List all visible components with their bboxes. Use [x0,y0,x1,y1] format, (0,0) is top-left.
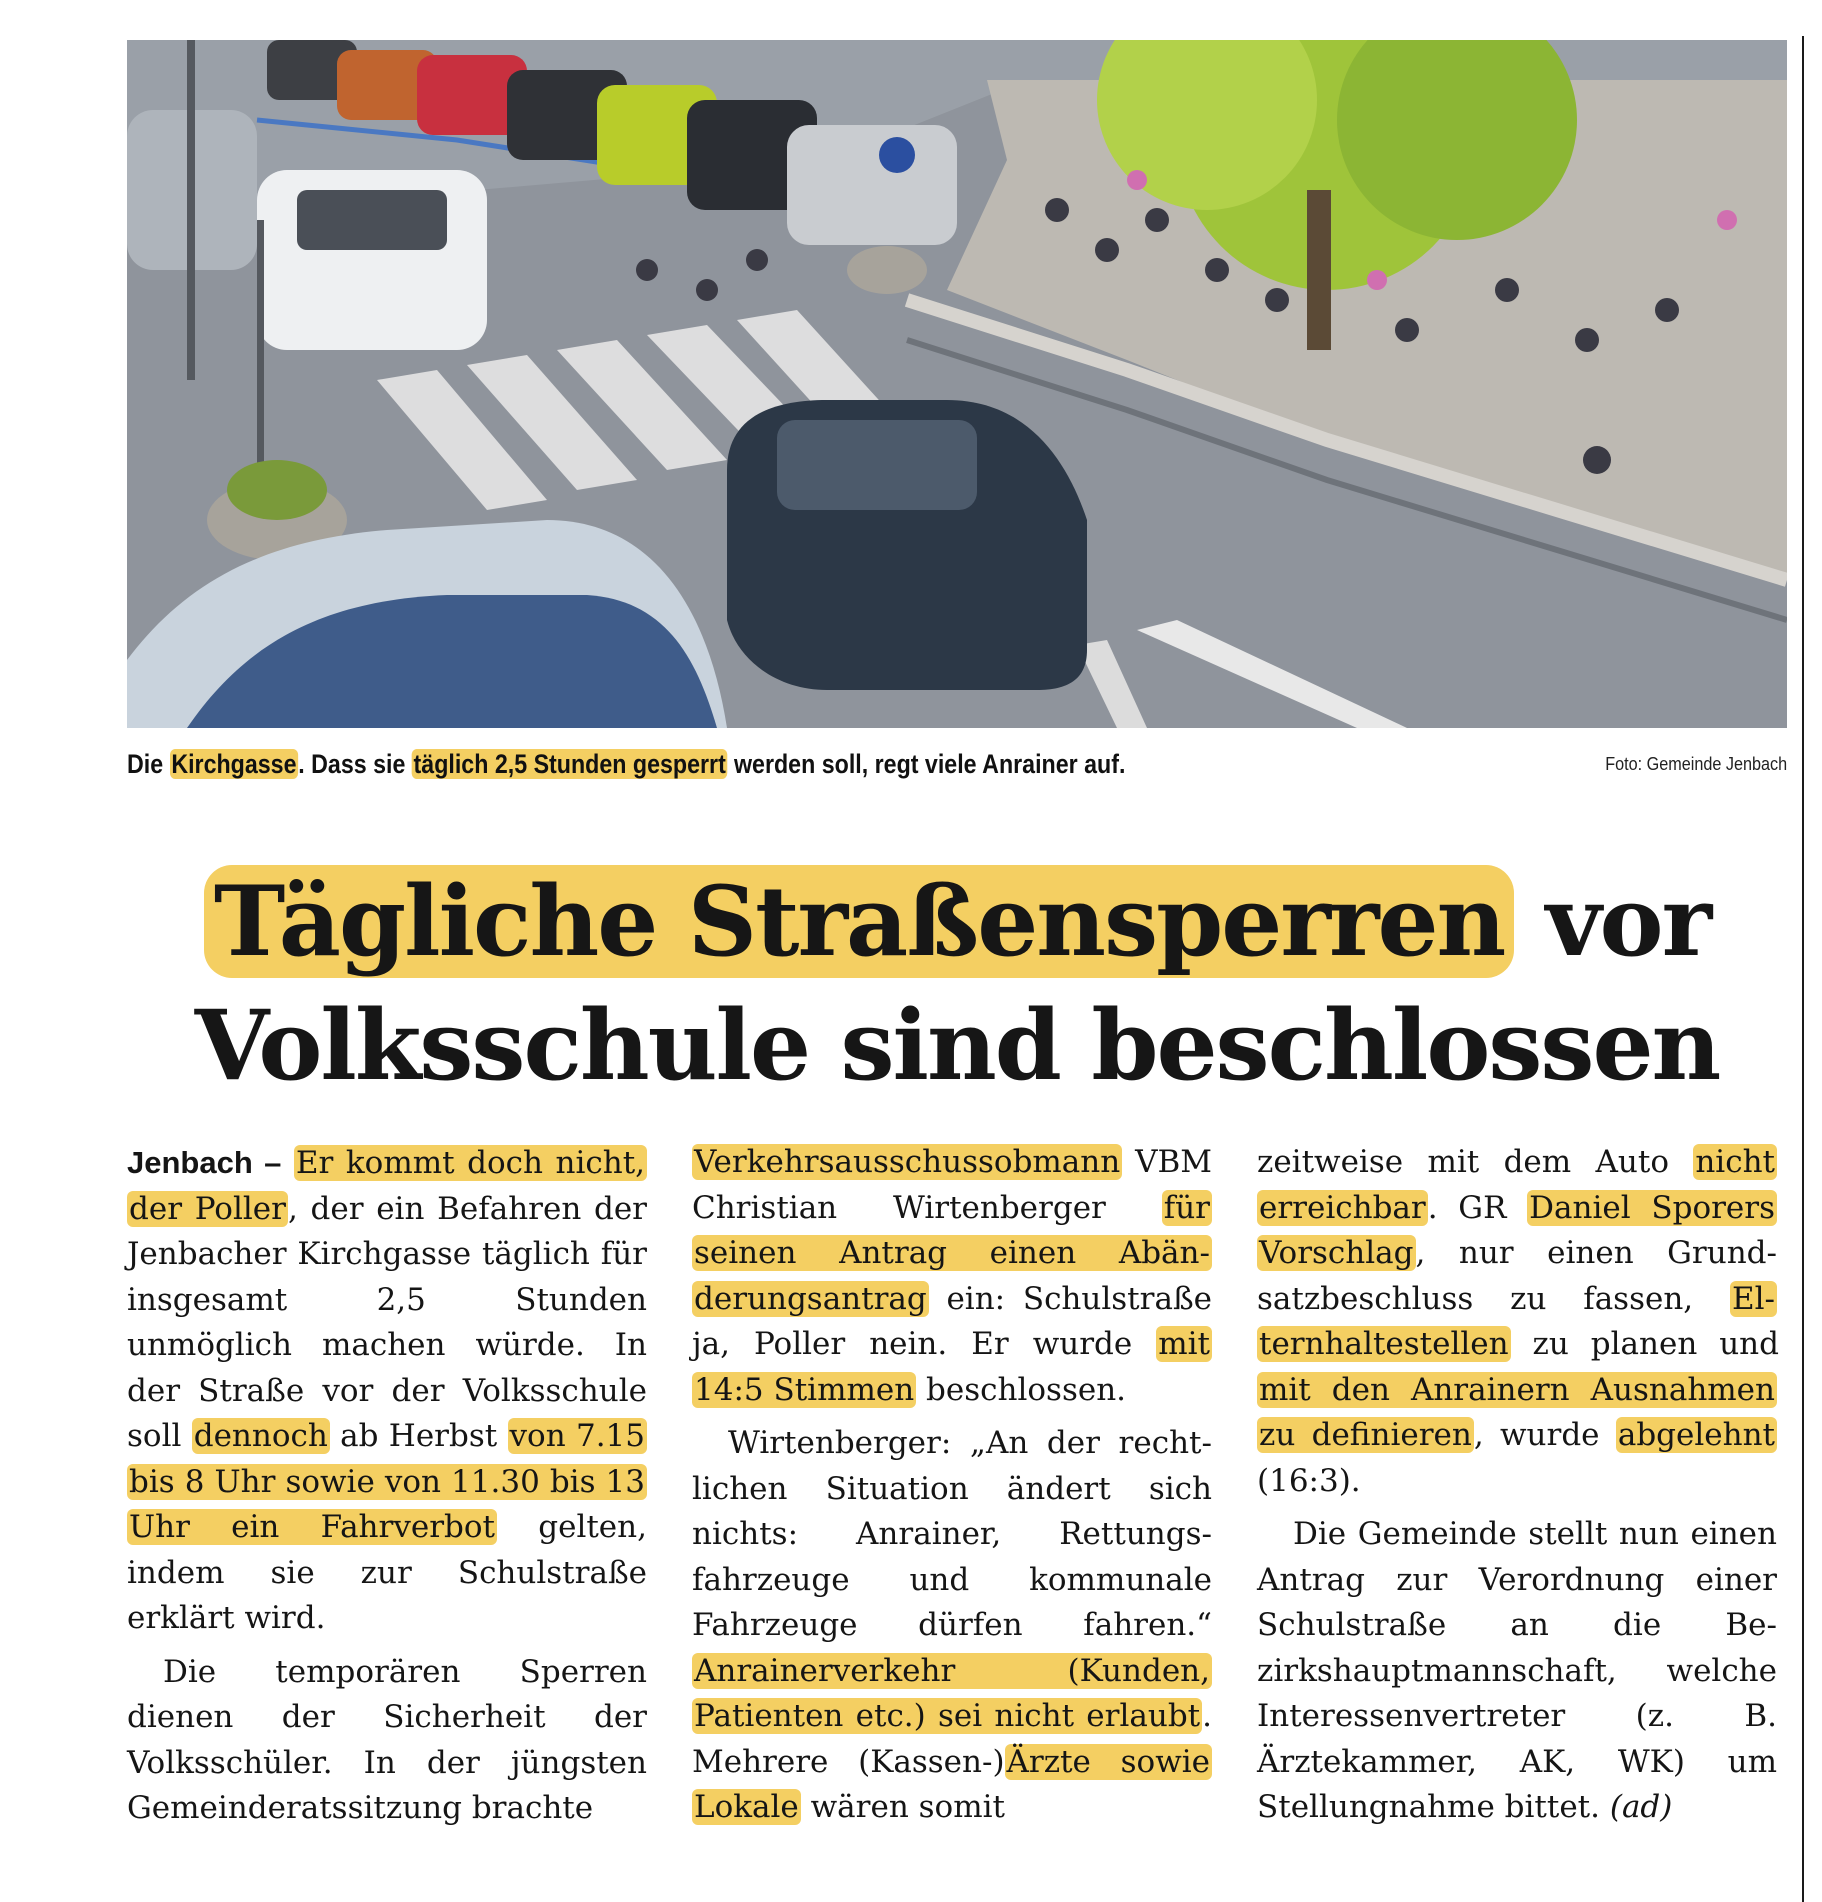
article-column-2 [692,1140,1212,1831]
paragraph: zeitweise mit dem Auto nicht erreichbar. GR Daniel Sporers Vorschlag, nur einen Grundsatzbeschluss zu fassen, Elternhaltestellen zu planen und mit den Anrainern Ausnahmen zu definieren, wurde abgelehnt (16:3). [1257,1144,1779,1499]
paragraph: Jenbach – Er kommt doch nicht, der Poller, der ein Befahren der Jenbacher Kirchgasse täglich für insgesamt 2,5 Stunden unmöglich machen würde. In der Straße vor der Volksschule soll dennoch ab Herbst von 7.15 bis 8 Uhr sowie von 11.30 bis 13 Uhr ein Fahrverbot gelten, indem sie zur Schulstraße erklärt wird. [127,1145,647,1636]
photo-caption-row [127,744,1787,784]
text-highlight: für seinen Antrag einen Abänderungsantrag [694,1189,1210,1317]
article-headline [127,860,1787,1108]
headline-line-2: Volksschule sind beschlossen [194,989,1720,1102]
text-highlight: abgelehnt [1617,1417,1776,1453]
text-highlight: Verkehrsausschussobmann [694,1144,1121,1180]
text-highlight: Er kommt doch nicht, der Poller [129,1145,646,1227]
dateline: Jenbach – [127,1145,282,1180]
text-highlight: nicht erreichbar [1259,1144,1775,1226]
caption-highlight: Kirchgasse [171,749,297,779]
headline-line-1: Tägliche Straßensperren vor [127,860,1787,984]
photo-caption: Die Kirchgasse. Dass sie täglich 2,5 Stunden gesperrt werden soll, regt viele Anrainer auf. [127,749,1126,779]
street-photo-icon [127,40,1787,728]
text-highlight: mit 14:5 Stimmen [694,1326,1210,1408]
text-highlight: mit den Anrainern Ausnahmen zu definieren [1259,1371,1775,1453]
photo-credit: Foto: Gemeinde Jenbach [1605,754,1787,774]
author-initials: (ad) [1609,1789,1673,1825]
column-rule [1802,36,1804,1902]
paragraph: Verkehrsausschussobmann VBM Christian Wirtenberger für seinen Antrag einen Abänderungsantrag ein: Schulstraße ja, Poller nein. Er wurde mit 14:5 Stimmen beschlossen. [692,1144,1212,1408]
article-column-1 [127,1140,647,1832]
paragraph: Die Gemeinde stellt nun einen Antrag zur Verordnung einer Schulstraße an die Bezirkshauptmannschaft, welche Interessenvertreter (z. B. Ärztekammer, AK, WK) um Stellungnahme bittet. (ad) [1257,1516,1777,1825]
paragraph: Die temporären Sperren dienen der Sicherheit der Volksschüler. In der jüngsten Gemeinderatssitzung brachte [127,1653,647,1826]
text-highlight: Ärzte sowie Lokale [694,1743,1210,1825]
headline-highlight: Tägliche Straßensperren [204,865,1515,978]
text-highlight: Elternhaltestellen [1259,1280,1775,1362]
paragraph: Wirtenberger: „An der rechtlichen Situation ändert sich nichts: Anrainer, Rettungsfahrzeuge und kommunale Fahrzeuge dürfen fahren.“ Anrainerverkehr (Kunden, Patienten etc.) sei nicht erlaubt. Mehrere (Kassen-)Ärzte sowie Lokale wären somit [692,1425,1212,1825]
article-column-3 [1257,1140,1777,1831]
text-highlight: Daniel Sporers Vorschlag [1259,1189,1776,1271]
text-highlight: von 7.15 bis 8 Uhr sowie von 11.30 bis 13 Uhr ein Fahrverbot [129,1418,645,1545]
caption-highlight: täglich 2,5 Stunden gesperrt [413,749,726,779]
text-highlight: dennoch [193,1418,328,1454]
text-highlight: Anrainerverkehr (Kunden, Patienten etc.) sei nicht erlaubt [694,1652,1210,1734]
article-photo [127,40,1787,728]
